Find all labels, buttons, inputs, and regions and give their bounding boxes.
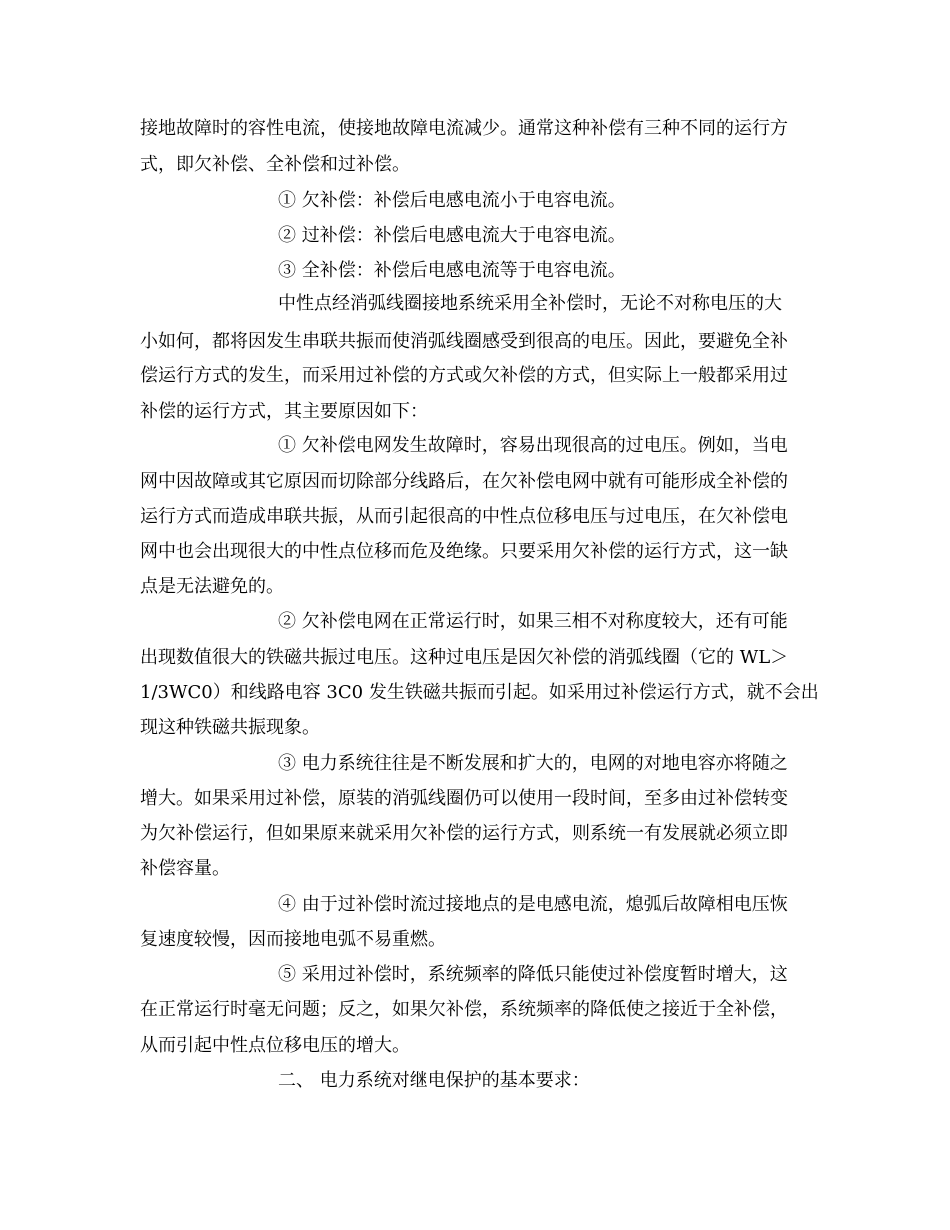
text-line-21: 为欠补偿运行，但如果原来就采用欠补偿的运行方式，则系统一有发展就必须立即 <box>140 823 788 844</box>
text-line-24: 复速度较慢，因而接地电弧不易重燃。 <box>140 929 446 950</box>
text-line-20: 增大。如果采用过补偿，原装的消弧线圈仍可以使用一段时间，至多由过补偿转变 <box>140 788 788 809</box>
text-line-16: 出现数值很大的铁磁共振过电压。这种过电压是因欠补偿的消弧线圈（它的 WL＞ <box>140 647 789 668</box>
text-line-8: 偿运行方式的发生，而采用过补偿的方式或欠补偿的方式，但实际上一般都采用过 <box>140 365 788 386</box>
list-item-under-compensation: ① 欠补偿：补偿后电感电流小于电容电流。 <box>278 190 626 211</box>
reason-1-start: ① 欠补偿电网发生故障时，容易出现很高的过电压。例如，当电 <box>278 435 788 456</box>
text-line-7: 小如何，都将因发生串联共振而使消弧线圈感受到很高的电压。因此，要避免全补 <box>140 331 788 352</box>
reason-5-start: ⑤ 采用过补偿时，系统频率的降低只能使过补偿度暂时增大，这 <box>278 964 788 985</box>
text-line-2: 式，即欠补偿、全补偿和过补偿。 <box>140 154 410 175</box>
list-item-full-compensation: ③ 全补偿：补偿后电感电流等于电容电流。 <box>278 260 626 281</box>
section-heading: 二、 电力系统对继电保护的基本要求： <box>278 1070 590 1091</box>
text-line-6: 中性点经消弧线圈接地系统采用全补偿时，无论不对称电压的大 <box>278 293 782 314</box>
text-line-14: 点是无法避免的。 <box>140 576 284 597</box>
reason-2-start: ② 欠补偿电网在正常运行时，如果三相不对称度较大，还有可能 <box>278 611 788 632</box>
text-line-11: 网中因故障或其它原因而切除部分线路后，在欠补偿电网中就有可能形成全补偿的 <box>140 471 788 492</box>
reason-3-start: ③ 电力系统往往是不断发展和扩大的，电网的对地电容亦将随之 <box>278 753 788 774</box>
reason-4-start: ④ 由于过补偿时流过接地点的是电感电流，熄弧后故障相电压恢 <box>278 894 788 915</box>
text-line-13: 网中也会出现很大的中性点位移而危及绝缘。只要采用欠补偿的运行方式，这一缺 <box>140 541 788 562</box>
text-line-26: 在正常运行时毫无问题；反之，如果欠补偿，系统频率的降低使之接近于全补偿， <box>140 999 788 1020</box>
text-line-17: 1/3WC0）和线路电容 3C0 发生铁磁共振而引起。如采用过补偿运行方式，就不会出 <box>140 682 819 703</box>
text-line-22: 补偿容量。 <box>140 858 230 879</box>
text-line-12: 运行方式而造成串联共振，从而引起很高的中性点位移电压与过电压，在欠补偿电 <box>140 506 788 527</box>
text-line-9: 补偿的运行方式，其主要原因如下： <box>140 401 428 422</box>
text-line-27: 从而引起中性点位移电压的增大。 <box>140 1035 410 1056</box>
text-line-18: 现这种铁磁共振现象。 <box>140 717 320 738</box>
text-line-1: 接地故障时的容性电流，使接地故障电流减少。通常这种补偿有三种不同的运行方 <box>140 118 788 139</box>
list-item-over-compensation: ② 过补偿：补偿后电感电流大于电容电流。 <box>278 225 626 246</box>
